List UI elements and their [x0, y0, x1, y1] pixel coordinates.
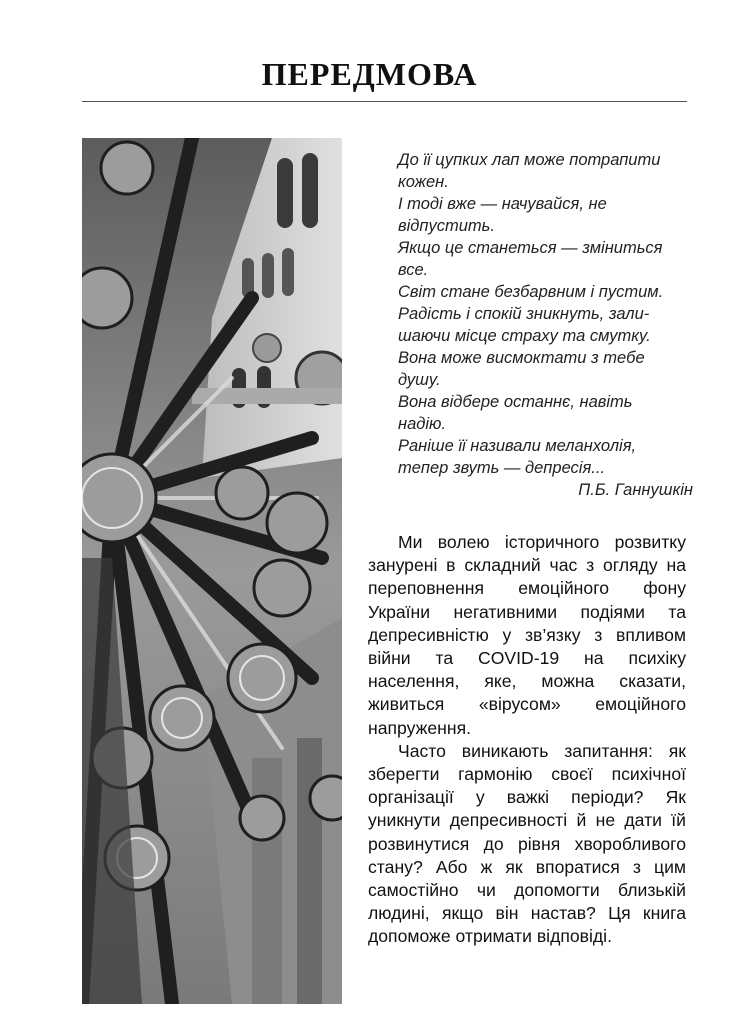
epigraph-line: Вона відбере останнє, навіть [398, 393, 633, 411]
epigraph-line: Світ стане безбарвним і пустим. [398, 283, 664, 301]
epigraph-line: Якщо це станеться — зміниться [398, 239, 663, 257]
epigraph-line: Радість і спокій зникнуть, зали- [398, 305, 650, 323]
epigraph-line: шаючи місце страху та смутку. [398, 327, 651, 345]
preface-body [368, 531, 686, 949]
epigraph-line: До її цупких лап може потрапити [398, 151, 661, 169]
epigraph-line: душу. [398, 371, 441, 389]
body-paragraph: Ми волею історичного розвитку занурені в складний час з огляду на переповнення емоційного фону України негативними подіями та депресивністю у зв’язку з впливом війни та COVID-19 на психіку населення, яке, можна сказати, живиться «вірусом» емоційного напруження. [368, 532, 686, 738]
page-title: ПЕРЕДМОВА [261, 56, 478, 92]
body-paragraph: Часто виникають запитання: як зберегти гармонію своєї психічної організації у важкі періоди? Як уникнути депресивності й не дати їй розвинутися до рівня хворобливого стану? Або ж як впоратися з цим самостійно чи допомогти близькій людині, якщо він настав? Ця книга допоможе отримати відповіді. [368, 740, 686, 947]
cathedral-rose-window-image [82, 138, 342, 1004]
epigraph-line: Вона може висмоктати з тебе [398, 349, 645, 367]
epigraph-line: тепер звуть — депресія... [398, 459, 606, 477]
title-divider [82, 101, 687, 102]
epigraph-line: все. [398, 261, 429, 279]
epigraph-line: надію. [398, 415, 447, 433]
epigraph [398, 149, 693, 501]
epigraph-line: кожен. [398, 173, 449, 191]
epigraph-line: І тоді вже — начувайся, не [398, 195, 607, 213]
epigraph-author: П.Б. Ганнушкін [578, 481, 693, 499]
epigraph-line: Раніше її називали меланхолія, [398, 437, 637, 455]
epigraph-line: відпустить. [398, 217, 495, 235]
